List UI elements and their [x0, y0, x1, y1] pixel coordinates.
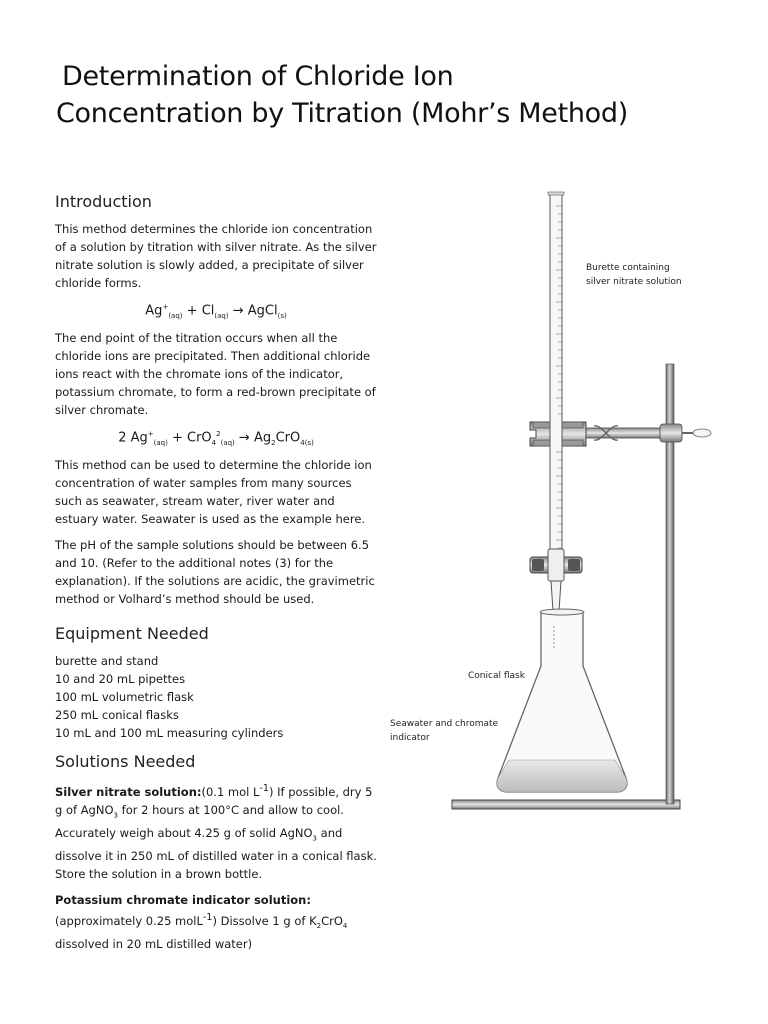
eq2-ag: 2 Ag: [118, 430, 148, 446]
silver-text-2: ) If possible, dry 5 g of AgNO: [55, 784, 373, 817]
eq2-ag-phase: (aq): [153, 438, 168, 447]
page-title: [56, 58, 716, 132]
eq1-cl: Cl: [201, 303, 215, 319]
equipment-item: 250 mL conical flasks: [55, 707, 179, 722]
eq2-arrow: →: [234, 430, 254, 446]
potassium-chromate-solution: [55, 891, 377, 953]
chromate-text-1: (approximately 0.25 molL: [55, 914, 203, 929]
silver-nitrate-solution: [55, 780, 377, 883]
eq2-product-a: Ag: [253, 430, 272, 446]
eq2-product-b: CrO: [275, 430, 301, 446]
silver-nitrate-label: Silver nitrate solution:: [55, 784, 202, 799]
eq2-cro: CrO: [187, 430, 212, 446]
silver-text-1: (0.1 mol L: [201, 784, 260, 799]
chromate-text-4: dissolved in 20 mL distilled water): [55, 937, 253, 952]
seawater-label-line-2: indicator: [390, 733, 430, 743]
chromate-sub-2: 4: [342, 922, 348, 931]
chromate-sub-1: 2: [316, 922, 322, 931]
introduction-heading: Introduction: [55, 192, 152, 211]
title-line-2: Concentration by Titration (Mohr’s Method): [56, 98, 628, 129]
eq2-cro-charge: 2: [216, 429, 221, 438]
silver-text-4: and dissolve it in 250 mL of distilled water in a conical flask. Store the solution in a brown bottle.: [55, 825, 377, 882]
intro-paragraph-3: This method can be used to determine the chloride ion concentration of water samples from many sources such as seawater, stream water, river water and estuary water. Seawater is used as the example here.: [55, 457, 372, 526]
silver-text-3: for 2 hours at 100°C and allow to cool. Accurately weigh about 4.25 g of solid AgNO: [55, 802, 344, 840]
intro-paragraph-2: The end point of the titration occurs when all the chloride ions are precipitated. Then additional chloride ions react with the chromate ions of the indicator, potassium chromate, to form a red-brown precipitate of silver chromate.: [55, 330, 376, 417]
burette-label-line-2: silver nitrate solution: [586, 277, 682, 287]
eq1-ag: Ag: [145, 303, 163, 319]
eq1-product: AgCl: [247, 303, 278, 319]
silver-sub-2: 3: [312, 834, 317, 843]
eq2-product-b-sub: 4(s): [300, 438, 314, 447]
eq1-cl-phase: (aq): [214, 311, 229, 320]
eq2-cro-phase: (aq): [220, 438, 235, 447]
silver-sub-1: 3: [113, 810, 118, 819]
intro-paragraph-1: This method determines the chloride ion concentration of a solution by titration with silver nitrate. As the silver nitrate solution is slowly added, a precipitate of silver chloride forms.: [55, 222, 377, 290]
text-column: [55, 190, 377, 953]
burette-tube: [550, 194, 562, 564]
chromate-text-2: ) Dissolve 1 g of K: [212, 914, 317, 929]
equipment-item: 10 and 20 mL pipettes: [55, 671, 186, 686]
conical-flask-label: Conical flask: [468, 671, 525, 681]
burette-label: [586, 261, 682, 289]
eq1-product-phase: (s): [277, 311, 287, 320]
eq1-ag-phase: (aq): [168, 311, 183, 320]
title-line-1: Determination of Chloride Ion: [62, 61, 454, 92]
titration-apparatus-figure: [380, 180, 768, 840]
intro-paragraph-4: The pH of the sample solutions should be between 6.5 and 10. (Refer to the additional notes (3) for the explanation). If the solutions are acidic, the gravimetric method or Volhard’s method should be used.: [55, 537, 375, 606]
flask-solution: [497, 760, 627, 792]
equation-endpoint: [55, 423, 377, 454]
eq2-ag-charge: +: [147, 429, 154, 438]
burette-label-line-1: Burette containing: [586, 263, 670, 273]
eq1-ag-charge: +: [162, 303, 169, 311]
equipment-item: 100 mL volumetric flask: [55, 689, 194, 704]
seawater-label-line-1: Seawater and chromate: [390, 719, 499, 729]
chromate-sup: -1: [202, 912, 213, 924]
stand-base: [452, 800, 680, 809]
equipment-item: burette and stand: [55, 653, 159, 668]
silver-sup: -1: [259, 782, 269, 794]
equation-precipitation: [55, 296, 377, 327]
chromate-text-3: CrO: [321, 914, 343, 929]
solutions-heading: Solutions Needed: [55, 751, 196, 771]
equipment-item: 10 mL and 100 mL measuring cylinders: [55, 725, 284, 740]
eq2-plus: +: [167, 430, 187, 446]
eq2-cro-sub: 4: [211, 438, 217, 447]
chromate-label: Potassium chromate indicator solution:: [55, 893, 311, 908]
equipment-heading: Equipment Needed: [55, 623, 209, 643]
seawater-indicator-label: [390, 717, 498, 745]
eq1-plus: +: [182, 303, 202, 319]
eq1-arrow: →: [228, 303, 248, 319]
eq2-product-a-sub: 2: [271, 438, 276, 447]
clamp-boss: [660, 424, 682, 442]
